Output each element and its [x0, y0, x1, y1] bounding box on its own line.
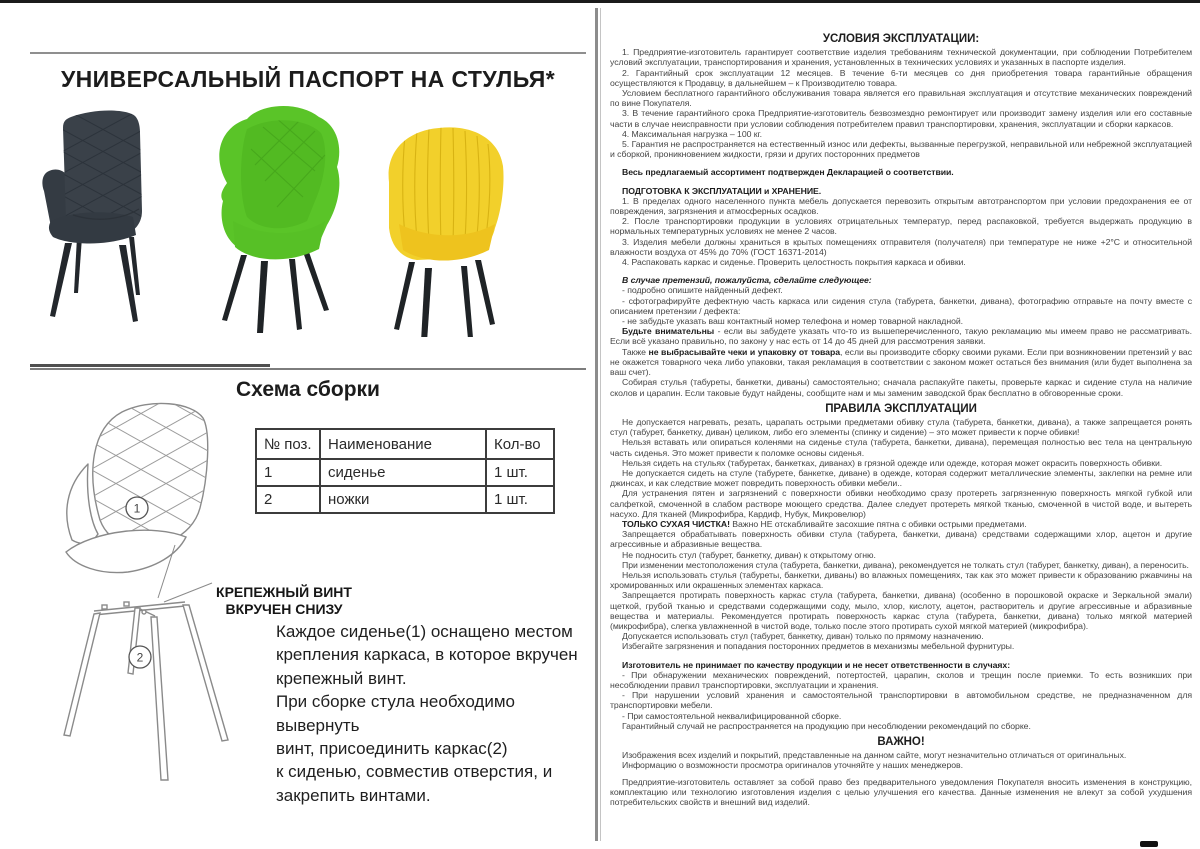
paragraph: 1. В пределах одного населенного пункта мебель допускается перевозить открытым автотранспортом при условии предохранения ее от повреждения, загрязнения и атмосферных осадков. — [610, 195, 1192, 217]
paragraph: 2. Гарантийный срок эксплуатации 12 месяцев. В течение 6-ти месяцев со дня приобретения товара гарантийные обращения осуществляются к Продавцу, в дальнейшем – к Производителю товара. — [610, 67, 1192, 88]
bold-inline: не выбрасывайте чеки и упаковку от товара — [648, 346, 840, 357]
assembly-note — [276, 620, 591, 807]
declaration-note: Весь предлагаемый ассортимент подтвержден Декларацией о соответствии. — [622, 167, 954, 178]
note-line: закрепить винтами. — [276, 785, 431, 805]
table-row — [256, 459, 554, 486]
note-line: При сборке стула необходимо вывернуть — [276, 692, 515, 735]
section-heading-usage-terms: УСЛОВИЯ ЭКСПЛУАТАЦИИ: — [822, 33, 980, 45]
cell-pos: 1 — [256, 459, 320, 486]
chairs-photo — [30, 102, 575, 337]
paragraph: Изображения всех изделий и покрытий, представленные на данном сайте, могут незначительно отличаться от оригинальных. — [622, 750, 1127, 761]
paragraph: Не подносить стул (табурет, банкетку, диван) к открытому огню. — [622, 549, 876, 560]
table-row — [256, 486, 554, 513]
paragraph-text: Важно НЕ отскабливайте засохшие пятна с обивки острыми предметами. — [729, 518, 1027, 529]
paragraph: - сфотографируйте дефектную часть каркаса или сидения стула (табурета, банкетки, дивана), фотографию отправьте на почту вместе с описанием претензии / дефекта: — [610, 295, 1192, 316]
header-qty: Кол-во — [486, 429, 554, 459]
screw-callout-label — [195, 584, 373, 618]
paragraph: Не допускается нагревать, резать, царапать острыми предметами обивку стула (табурета, банкетки, дивана), а также запрещается ронять стул (табурет, банкетку, диван) целиком, либо его элементы (спинку и сидение) – это может привести к порче обивки! — [610, 416, 1192, 438]
bold-lead: Будьте внимательны — [622, 326, 715, 337]
cell-qty: 1 шт. — [486, 486, 554, 513]
paragraph: Нельзя сидеть на стульях (табуретах, банкетках, диванах) в грязной одежде или одежде, которая может окрасить поверхность обивки. — [622, 457, 1163, 468]
section-heading-preparation: ПОДГОТОВКА К ЭКСПЛУАТАЦИИ и ХРАНЕНИЕ. — [622, 185, 822, 196]
paragraph — [610, 347, 1192, 378]
screw-callout-line-2: ВКРУЧЕН СНИЗУ — [225, 601, 343, 617]
paragraph: Нельзя использовать стулья (табуреты, банкетки, диваны) во влажных помещениях, так как это может привести к образованию ржавчины на хромированных или окрашенных элементах каркаса. — [610, 569, 1192, 591]
cell-name: ножки — [320, 486, 486, 513]
note-line: крепежный винт. — [276, 668, 407, 688]
marker-1-label: 1 — [133, 501, 141, 516]
paragraph: Гарантийный случай не распространяется на продукцию при несоблюдении рекомендаций по сборке. — [622, 720, 1031, 731]
paragraph: - подробно опишите найденный дефект. — [622, 285, 783, 296]
paragraph: Запрещается обрабатывать поверхность обивки стула (табурета, банкетки, дивана) средствами содержащими хлор, ацетон и другие агрессивные и абразивные вещества. — [610, 529, 1192, 550]
paragraph: Допускается использовать стул (табурет, банкетку, диван) только по прямому назначению. — [622, 631, 984, 642]
mid-rule — [30, 368, 586, 370]
paragraph — [610, 519, 1192, 529]
paragraph: - При нарушении условий хранения и самостоятельной транспортировки в автомобильном средстве, не предназначенном для транспортировки мебели. — [610, 690, 1192, 711]
note-line: винт, присоединить каркас(2) — [276, 739, 508, 759]
paragraph: Не допускается сидеть на стуле (табурете, банкетке, диване) в одежде, которая содержит металлические элементы, заклепки на ремне или джинсах, и как следствие может повредить поверхность обивки мебели.. — [610, 467, 1192, 489]
paragraph-text: - если вы забудете указать что-то из вышеперечисленного, такую рекламацию мы имеем право не рассматривать. Если всё указано правильно, по закону у нас есть от 14 до 45 дней для рассмотрения заявки. — [610, 326, 1192, 347]
left-top-rule — [30, 52, 586, 54]
paragraph: - При самостоятельной неквалифицированной сборке. — [622, 710, 842, 721]
yellow-chair — [389, 127, 504, 337]
paragraph: 3. В течение гарантийного срока Предприятие-изготовитель безвозмездно ремонтирует или производит замену изделия или его составные части в случае неисправности при условии соблюдения потребителем правил транспортировки, хранения, эксплуатации и сборки каркасов. — [610, 108, 1192, 129]
parts-table-header-row — [256, 429, 554, 459]
note-line: к сиденью, совместив отверстия, и — [276, 762, 553, 782]
section-heading-rules: ПРАВИЛА ЭКСПЛУАТАЦИИ — [825, 402, 977, 415]
leg-frame — [64, 602, 228, 780]
paragraph: Избегайте загрязнения и попадания посторонних предметов в механизмы мебельной фурнитуры. — [622, 641, 1015, 652]
section-heading-not-liable: Изготовитель не принимает по качеству продукции и не несет ответственности в случаях: — [622, 659, 1011, 670]
paragraph-text: Также — [622, 346, 649, 357]
assembly-heading: Схема сборки — [236, 378, 380, 401]
paragraph: При изменении местоположения стула (табурета, банкетки, дивана), рекомендуется не толкать стул (табурет, банкетку, диван), а переносить. — [622, 559, 1189, 570]
parts-table — [255, 428, 555, 514]
paragraph: 2. После транспортировки продукции в условиях отрицательных температур, перед распаковкой, требуется выдержать продукцию в нормальных температурных условиях не менее 2 часов. — [610, 216, 1192, 237]
cell-pos: 2 — [256, 486, 320, 513]
terms-column — [610, 12, 1192, 844]
paragraph: Запрещается протирать поверхность каркас стула (табурета, банкетки, дивана) (особенно в порошковой окраске и Зеркальной эмали) щеткой, грубой тканью и средствами содержащими соду, мыло, хлор, кислоту, ацетон, растворитель и другие агрессивные и абразивные вещества и материалы. Рекомендуется протирать поверхность каркас стула (табурета, банкетки, дивана) только мягкой материей (микрофибра), слегка увлажненной в чистой воде, только после этого протирать сухой мягкой материей (микрофибра). — [610, 590, 1192, 631]
note-line: крепления каркаса, в которое вкручен — [276, 645, 578, 665]
screw-callout-line-1: КРЕПЕЖНЫЙ ВИНТ — [216, 584, 352, 600]
header-pos: № поз. — [256, 429, 320, 459]
paragraph — [610, 326, 1192, 346]
dark-chair — [42, 102, 163, 322]
paragraph: 4. Распаковать каркас и сиденье. Проверить целостность покрытия каркаса и обивки. — [622, 257, 966, 268]
column-divider-shadow — [600, 8, 601, 841]
green-chair — [219, 106, 339, 333]
paragraph: 5. Гарантия не распространяется на естественный износ или дефекты, вызванные перегрузкой, неправильной или небрежной эксплуатацией и сборкой, проникновением жидкости, грязи и других посторонних предметов — [610, 139, 1192, 160]
cell-name: сиденье — [320, 459, 486, 486]
corner-mark — [1140, 841, 1158, 847]
paragraph: Информацию о возможности просмотра оригиналов уточняйте у наших менеджеров. — [622, 760, 963, 771]
cell-qty: 1 шт. — [486, 459, 554, 486]
paragraph: Для устранения пятен и загрязнений с поверхности обивки необходимо сразу протереть загрязненную поверхность мягкой губкой или салфеткой, смоченной в слабом растворе моющего средства. Далее следует протереть мягкой тканью, смоченной в чистой воде, и вытереть насухо. Для тканей (Микрофибра, Кардиф, Нубук, Микровелюр) — [610, 488, 1192, 519]
paragraph: - не забудьте указать ваш контактный номер телефона и номер товарной накладной. — [622, 316, 964, 327]
paragraph: 4. Максимальная нагрузка – 100 кг. — [622, 128, 762, 139]
bold-lead: ТОЛЬКО СУХАЯ ЧИСТКА! — [622, 518, 730, 529]
header-name: Наименование — [320, 429, 486, 459]
paragraph-text: , если вы производите сборку своими руками. Если при возникновении претензий у вас не окажется товарного чека либо упаковки, такая рекламация в соответствии с законом может остаться без внимания (или будет выполнена за ваш счет). — [610, 346, 1192, 378]
page-title: УНИВЕРСАЛЬНЫЙ ПАСПОРТ НА СТУЛЬЯ* — [60, 66, 556, 92]
page-top-edge — [0, 0, 1200, 3]
paragraph: 3. Изделия мебели должны храниться в крытых помещениях отправителя (получателя) при температуре не ниже +2°С и относительной влажности воздуха от 45% до 70% (ГОСТ 16371-2014) — [610, 236, 1192, 257]
section-heading-claims: В случае претензий, пожалуйста, сделайте следующее: — [622, 275, 872, 286]
note-line: Каждое сиденье(1) оснащено местом — [276, 622, 573, 641]
paragraph: 1. Предприятие-изготовитель гарантирует соответствие изделия требованиям технической документации, при соблюдении Потребителем условий эксплуатации, транспортирования и хранения, установленных в технических условиях и указанных в паспорте изделия. — [610, 47, 1192, 68]
mid-rule-accent — [30, 364, 270, 367]
paragraph-final: Предприятие-изготовитель оставляет за собой право без предварительного уведомления Покупателя вносить изменения в конструкцию, комплектацию или технологию изготовления изделия с целью улучшения его качества. Данные изменения не влекут за собой ухудшения потребительских свойств и внешний вид изделий. — [610, 776, 1192, 808]
paragraph: Собирая стулья (табуреты, банкетки, диваны) самостоятельно; сначала распакуйте пакеты, проверьте каркас и сидение стула на наличие сколов и царапин. Если таковые будут найдены, сообщите нам и мы заменим заводской брак бесплатно в обговоренные сроки. — [610, 377, 1192, 398]
column-divider — [595, 8, 598, 841]
marker-2-label: 2 — [136, 650, 144, 665]
paragraph: Нельзя вставать или опираться коленями на сиденье стула (табурета, банкетки, дивана), перемещая полностью вес тела на центральную часть сиденья. Это может привести к поломке основы сиденья. — [610, 437, 1192, 458]
paragraph: Условием бесплатного гарантийного обслуживания товара является его правильная эксплуатация и отсутствие механических повреждений по вине Покупателя. — [610, 88, 1192, 109]
paragraph: - При обнаружении механических повреждений, потертостей, царапин, сколов и трещин после приемки. То есть возникших при несоблюдении правил транспортировки, эксплуатации и хранения. — [610, 669, 1192, 690]
section-heading-important: ВАЖНО! — [877, 736, 925, 748]
